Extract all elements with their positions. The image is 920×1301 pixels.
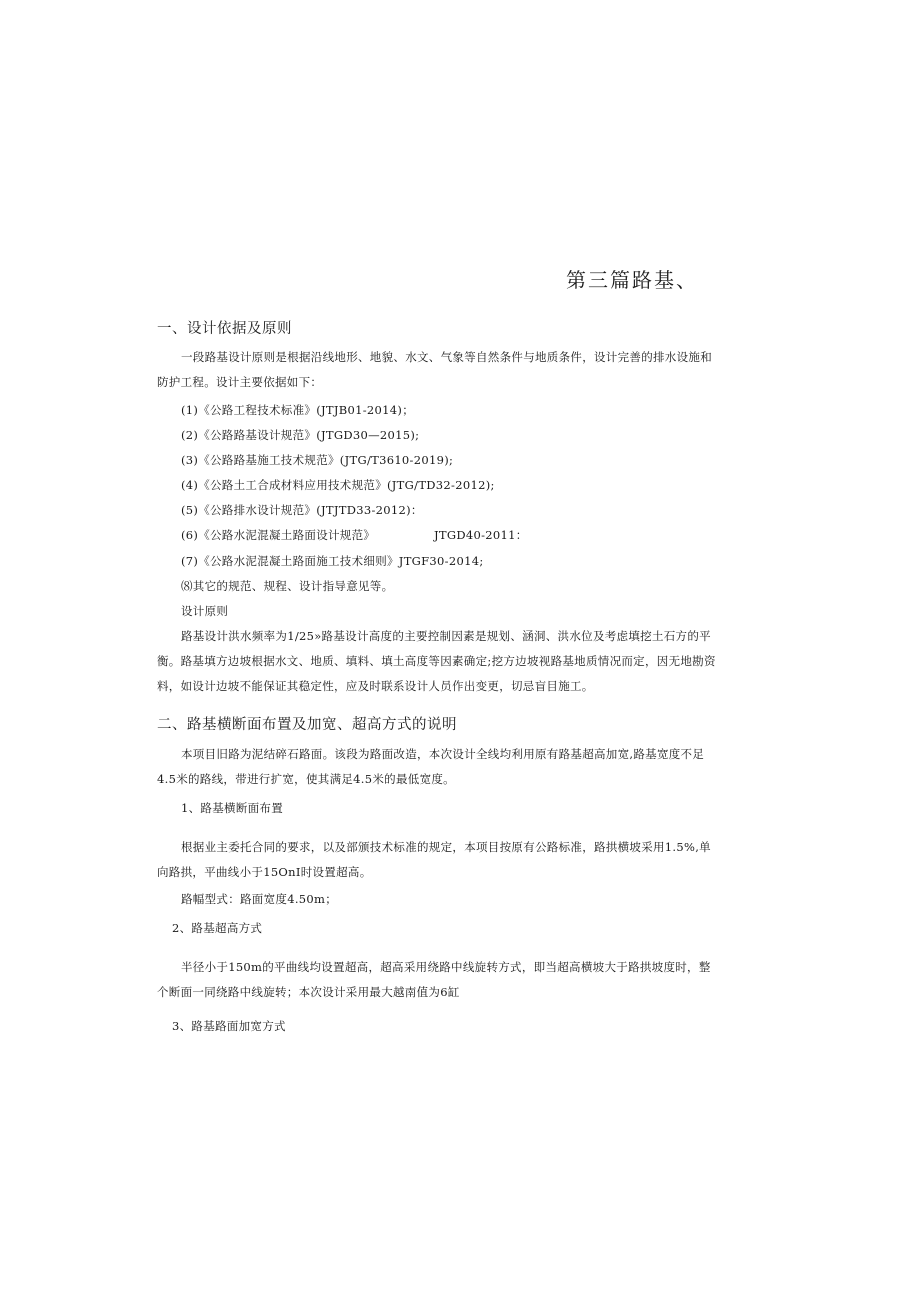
subsection-3-label: 3、路基路面加宽方式 bbox=[172, 1019, 286, 1033]
reference-item-6-code: JTGD40-2011： bbox=[434, 528, 528, 542]
reference-item-6: (6)《公路水泥混凝土路面设计规范》 bbox=[181, 528, 376, 542]
subsection-2-text: 半径小于150m的平曲线均设置超高，超高采用绕路中线旋转方式，即当超高横坡大于路拱坡度时，整个断面一同绕路中线旋转；本次设计采用最大越南值为6缸 bbox=[157, 960, 711, 999]
reference-item-5: (5)《公路排水设计规范》(JTJTD33-2012)： bbox=[181, 503, 423, 517]
reference-item-8: ⑻其它的规范、规程、设计指导意见等。 bbox=[181, 579, 394, 593]
section-2-heading: 二、路基横断面布置及加宽、超高方式的说明 bbox=[157, 717, 457, 733]
section-2-intro: 本项目旧路为泥结碎石路面。该段为路面改造，本次设计全线均利用原有路基超高加宽,路基宽度不足4.5米的路线，带进行扩宽，使其满足4.5米的最低宽度。 bbox=[157, 747, 705, 786]
section-1-heading: 一、设计依据及原则 bbox=[157, 321, 292, 337]
reference-item-1: (1)《公路工程技术标准》(JTJB01-2014)； bbox=[181, 403, 414, 417]
subsection-1-label: 1、路基横断面布置 bbox=[181, 801, 284, 815]
chapter-title: 第三篇路基、 bbox=[566, 268, 698, 292]
section-1-intro: 一段路基设计原则是根据沿线地形、地貌、水文、气象等自然条件与地质条件，设计完善的排水设施和防护工程。设计主要依据如下： bbox=[157, 350, 712, 389]
road-width-spec: 路幅型式：路面宽度4.50m； bbox=[181, 892, 338, 906]
design-principle-text: 路基设计洪水频率为1/25»路基设计高度的主要控制因素是规划、涵洞、洪水位及考虑填挖土石方的平衡。路基填方边坡根据水文、地质、填料、填土高度等因素确定;挖方边坡视路基地质情况而定，因无地勘资料，如设计边坡不能保证其稳定性，应及时联系设计人员作出变更，切忌盲目施工。 bbox=[157, 629, 716, 693]
reference-item-4: (4)《公路土工合成材料应用技术规范》(JTG/TD32-2012); bbox=[181, 478, 495, 492]
reference-item-3: (3)《公路路基施工技术规范》(JTG/T3610-2019); bbox=[181, 453, 454, 467]
design-principle-label: 设计原则 bbox=[181, 604, 229, 618]
subsection-1-text: 根据业主委托合同的要求，以及部颁技术标准的规定，本项目按原有公路标准，路拱横坡采用1.5%,单向路拱，平曲线小于15OnI时设置超高。 bbox=[157, 840, 711, 879]
reference-item-2: (2)《公路路基设计规范》(JTGD30—2015); bbox=[181, 428, 420, 442]
reference-item-7: (7)《公路水泥混凝土路面施工技术细则》JTGF30-2014; bbox=[181, 554, 484, 568]
subsection-2-label: 2、路基超高方式 bbox=[172, 921, 263, 935]
